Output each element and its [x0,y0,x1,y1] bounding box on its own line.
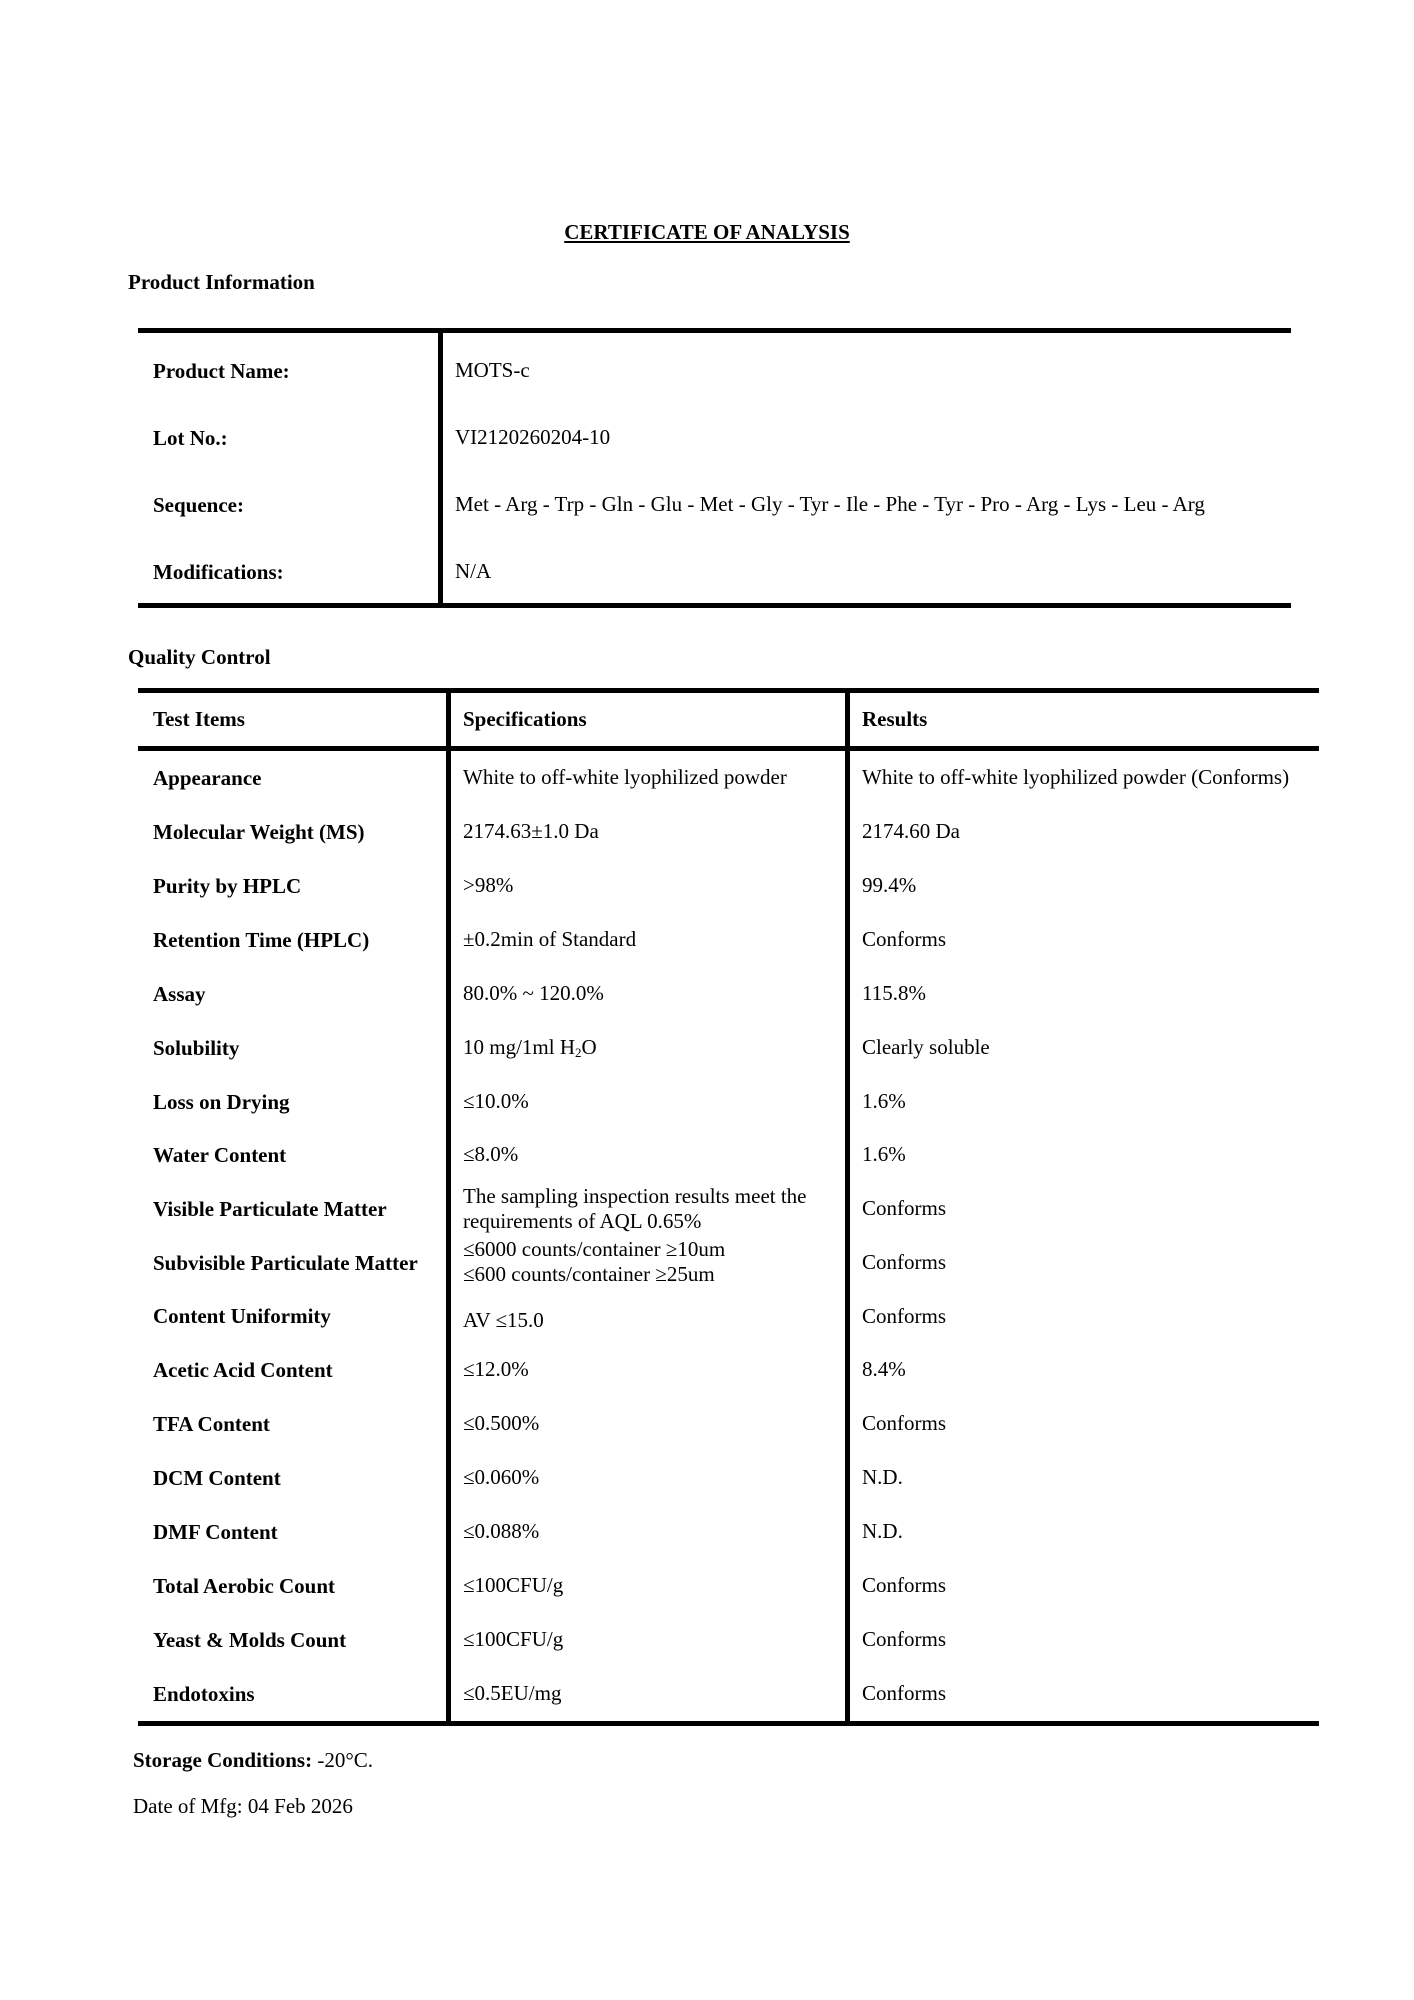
subscript: 2 [575,1045,582,1060]
storage-conditions [133,1748,373,1773]
specification: White to off-white lyophilized powder [463,765,787,789]
result: 115.8% [862,981,926,1005]
result: Conforms [862,1304,946,1328]
result: Conforms [862,927,946,951]
column-header-specifications: Specifications [463,707,587,731]
result: Conforms [862,1573,946,1597]
test-item: DCM Content [153,1466,281,1490]
test-item: Assay [153,982,206,1006]
result: Clearly soluble [862,1035,990,1059]
specification: ≤0.088% [463,1519,540,1543]
result: Conforms [862,1196,946,1220]
test-item: Loss on Drying [153,1090,290,1114]
lot-no-label: Lot No.: [153,426,228,450]
storage-conditions-label: Storage Conditions: [133,1748,313,1772]
specification-main: 10 mg/1ml H [463,1035,576,1059]
test-item: Acetic Acid Content [153,1358,333,1382]
result: 8.4% [862,1357,906,1381]
column-header-test-items: Test Items [153,707,245,731]
result: Conforms [862,1250,946,1274]
qc-table-bottom-rule [138,1721,1319,1726]
specification-line-2: requirements of AQL 0.65% [463,1209,702,1233]
test-item: Yeast & Molds Count [153,1628,347,1652]
result: Conforms [862,1411,946,1435]
qc-table-header-rule [138,746,1319,751]
test-item: DMF Content [153,1520,278,1544]
test-item: Visible Particulate Matter [153,1197,387,1221]
specification: ±0.2min of Standard [463,927,637,951]
result: N.D. [862,1465,903,1489]
specification: ≤0.500% [463,1411,540,1435]
product-name-label: Product Name: [153,359,290,383]
modifications-value: N/A [455,559,492,583]
result: 1.6% [862,1089,906,1113]
lot-no-value: VI2120260204-10 [455,425,611,449]
product-name-value: MOTS-c [455,358,530,382]
test-item: Endotoxins [153,1682,255,1706]
specification-line-1: ≤6000 counts/container ≥10um [463,1237,726,1261]
test-item: Water Content [153,1143,287,1167]
test-item: Molecular Weight (MS) [153,820,365,844]
result: Conforms [862,1681,946,1705]
result: 2174.60 Da [862,819,960,843]
specification: ≤12.0% [463,1357,529,1381]
specification: 2174.63±1.0 Da [463,819,599,843]
specification: ≤0.060% [463,1465,540,1489]
product-info-divider [438,328,443,608]
specification: AV ≤15.0 [463,1308,544,1332]
test-item: Solubility [153,1036,240,1060]
result: 1.6% [862,1142,906,1166]
result: White to off-white lyophilized powder (Conforms) [862,765,1290,789]
test-item: Appearance [153,766,262,790]
specification-line-1: The sampling inspection results meet the [463,1184,807,1208]
specification [463,1035,597,1060]
document-title: CERTIFICATE OF ANALYSIS [564,220,850,244]
sequence-value: Met - Arg - Trp - Gln - Glu - Met - Gly - Tyr - Ile - Phe - Tyr - Pro - Arg - Lys - Leu - Arg [455,492,1205,516]
modifications-label: Modifications: [153,560,284,584]
specification: >98% [463,873,514,897]
specification-line-2: ≤600 counts/container ≥25um [463,1262,715,1286]
test-item: Purity by HPLC [153,874,302,898]
specification: ≤10.0% [463,1089,529,1113]
result: N.D. [862,1519,903,1543]
test-item: Retention Time (HPLC) [153,928,370,952]
qc-table-top-rule [138,688,1319,693]
specification: ≤0.5EU/mg [463,1681,562,1705]
test-item: Subvisible Particulate Matter [153,1251,418,1275]
specification-tail: O [581,1035,597,1059]
qc-table-divider-1 [446,688,451,1726]
test-item: Total Aerobic Count [153,1574,336,1598]
specification: ≤100CFU/g [463,1627,564,1651]
test-item: Content Uniformity [153,1304,331,1328]
test-item: TFA Content [153,1412,270,1436]
storage-conditions-value: -20°C. [312,1748,374,1772]
specification: ≤100CFU/g [463,1573,564,1597]
date-of-manufacture: Date of Mfg: 04 Feb 2026 [133,1794,353,1818]
result: 99.4% [862,873,917,897]
product-info-table [138,328,1291,608]
sequence-label: Sequence: [153,493,244,517]
column-header-results: Results [862,707,928,731]
specification: ≤8.0% [463,1142,519,1166]
product-info-heading: Product Information [128,270,315,294]
qc-table-divider-2 [845,688,850,1726]
specification: 80.0% ~ 120.0% [463,981,604,1005]
quality-control-heading: Quality Control [128,645,271,669]
result: Conforms [862,1627,946,1651]
